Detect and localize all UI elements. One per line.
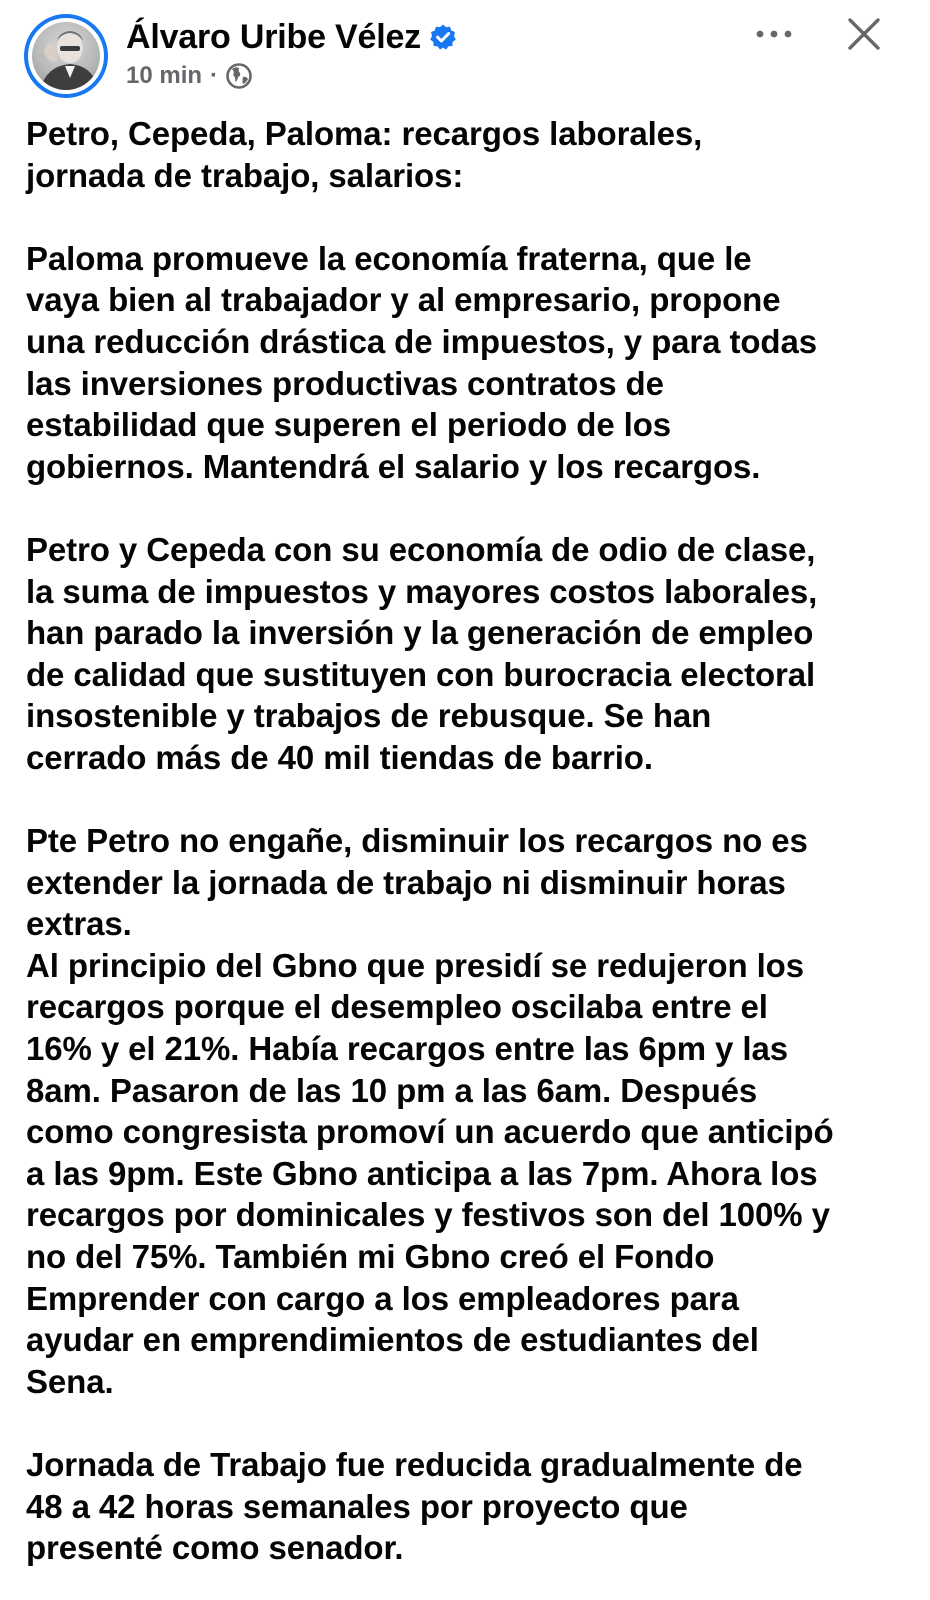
close-button[interactable] (842, 12, 886, 56)
author-avatar[interactable] (24, 14, 108, 98)
more-options-icon (755, 29, 793, 39)
post-text-line: extras. (26, 905, 132, 943)
post-text-line: Pte Petro no engañe, disminuir los recargos no es (26, 822, 808, 860)
post-text-line: ayudar en emprendimientos de estudiantes del (26, 1321, 759, 1359)
post-text-line: Petro, Cepeda, Paloma: recargos laborales, (26, 115, 703, 152)
post-text-line: cerrado más de 40 mil tiendas de barrio. (26, 738, 653, 776)
post-text-line: insostenible y trabajos de rebusque. Se han (26, 697, 712, 735)
post-text-line: estabilidad que superen el periodo de los (26, 406, 672, 444)
post-timestamp[interactable]: 10 min (126, 62, 203, 89)
post-text-line: vaya bien al trabajador y al empresario, propone (26, 281, 781, 319)
post-text (26, 113, 906, 1569)
post-text-line: han parado la inversión y la generación de empleo (26, 614, 814, 652)
post-text-line: Emprender con cargo a los empleadores para (26, 1279, 739, 1317)
post-header (0, 0, 930, 110)
post-text-line: recargos porque el desempleo oscilaba entre el (26, 988, 768, 1026)
avatar-photo (32, 22, 100, 90)
author-name[interactable]: Álvaro Uribe Vélez (126, 17, 421, 56)
paragraph-spacer (26, 196, 906, 238)
post-text-line: presenté como senador. (26, 1529, 404, 1567)
post-text-line: Sena. (26, 1362, 114, 1400)
post-text-line: la suma de impuestos y mayores costos laborales, (26, 572, 818, 610)
verified-badge-icon (429, 23, 457, 51)
post-text-line: 16% y el 21%. Había recargos entre las 6pm y las (26, 1030, 788, 1068)
post-text-line: Jornada de Trabajo fue reducida gradualmente de (26, 1446, 803, 1483)
post-text-line: una reducción drástica de impuestos, y para todas (26, 322, 817, 360)
post-text-line: 48 a 42 horas semanales por proyecto que (26, 1487, 688, 1525)
post-text-line: extender la jornada de trabajo ni disminuir horas (26, 863, 786, 901)
close-icon (847, 17, 881, 51)
globe-icon (226, 63, 252, 89)
post-text-line: de calidad que sustituyen con burocracia electoral (26, 655, 816, 693)
post-text-line: Al principio del Gbno que presidí se redujeron los (26, 946, 804, 984)
post-text-line: a las 9pm. Este Gbno anticipa a las 7pm. Ahora los (26, 1154, 818, 1192)
post-text-line: 8am. Pasaron de las 10 pm a las 6am. Después (26, 1071, 758, 1109)
paragraph-spacer (26, 779, 906, 821)
author-row (126, 14, 457, 60)
post-text-line: como congresista promoví un acuerdo que anticipó (26, 1113, 834, 1151)
post-text-line: Paloma promueve la economía fraterna, que le (26, 239, 752, 277)
paragraph-spacer (26, 487, 906, 529)
meta-separator: · (210, 62, 219, 89)
post-text-line: Petro y Cepeda con su economía de odio de clase, (26, 530, 816, 568)
post-text-line: jornada de trabajo, salarios: (26, 156, 464, 194)
more-options-button[interactable] (752, 16, 796, 52)
post-text-line: las inversiones productivas contratos de (26, 364, 664, 402)
post-meta (126, 60, 252, 92)
post-text-line: no del 75%. También mi Gbno creó el Fondo (26, 1238, 715, 1276)
paragraph-spacer (26, 1402, 906, 1444)
post-text-line: recargos por dominicales y festivos son del 100% y (26, 1196, 830, 1234)
post-text-line: gobiernos. Mantendrá el salario y los recargos. (26, 447, 761, 485)
